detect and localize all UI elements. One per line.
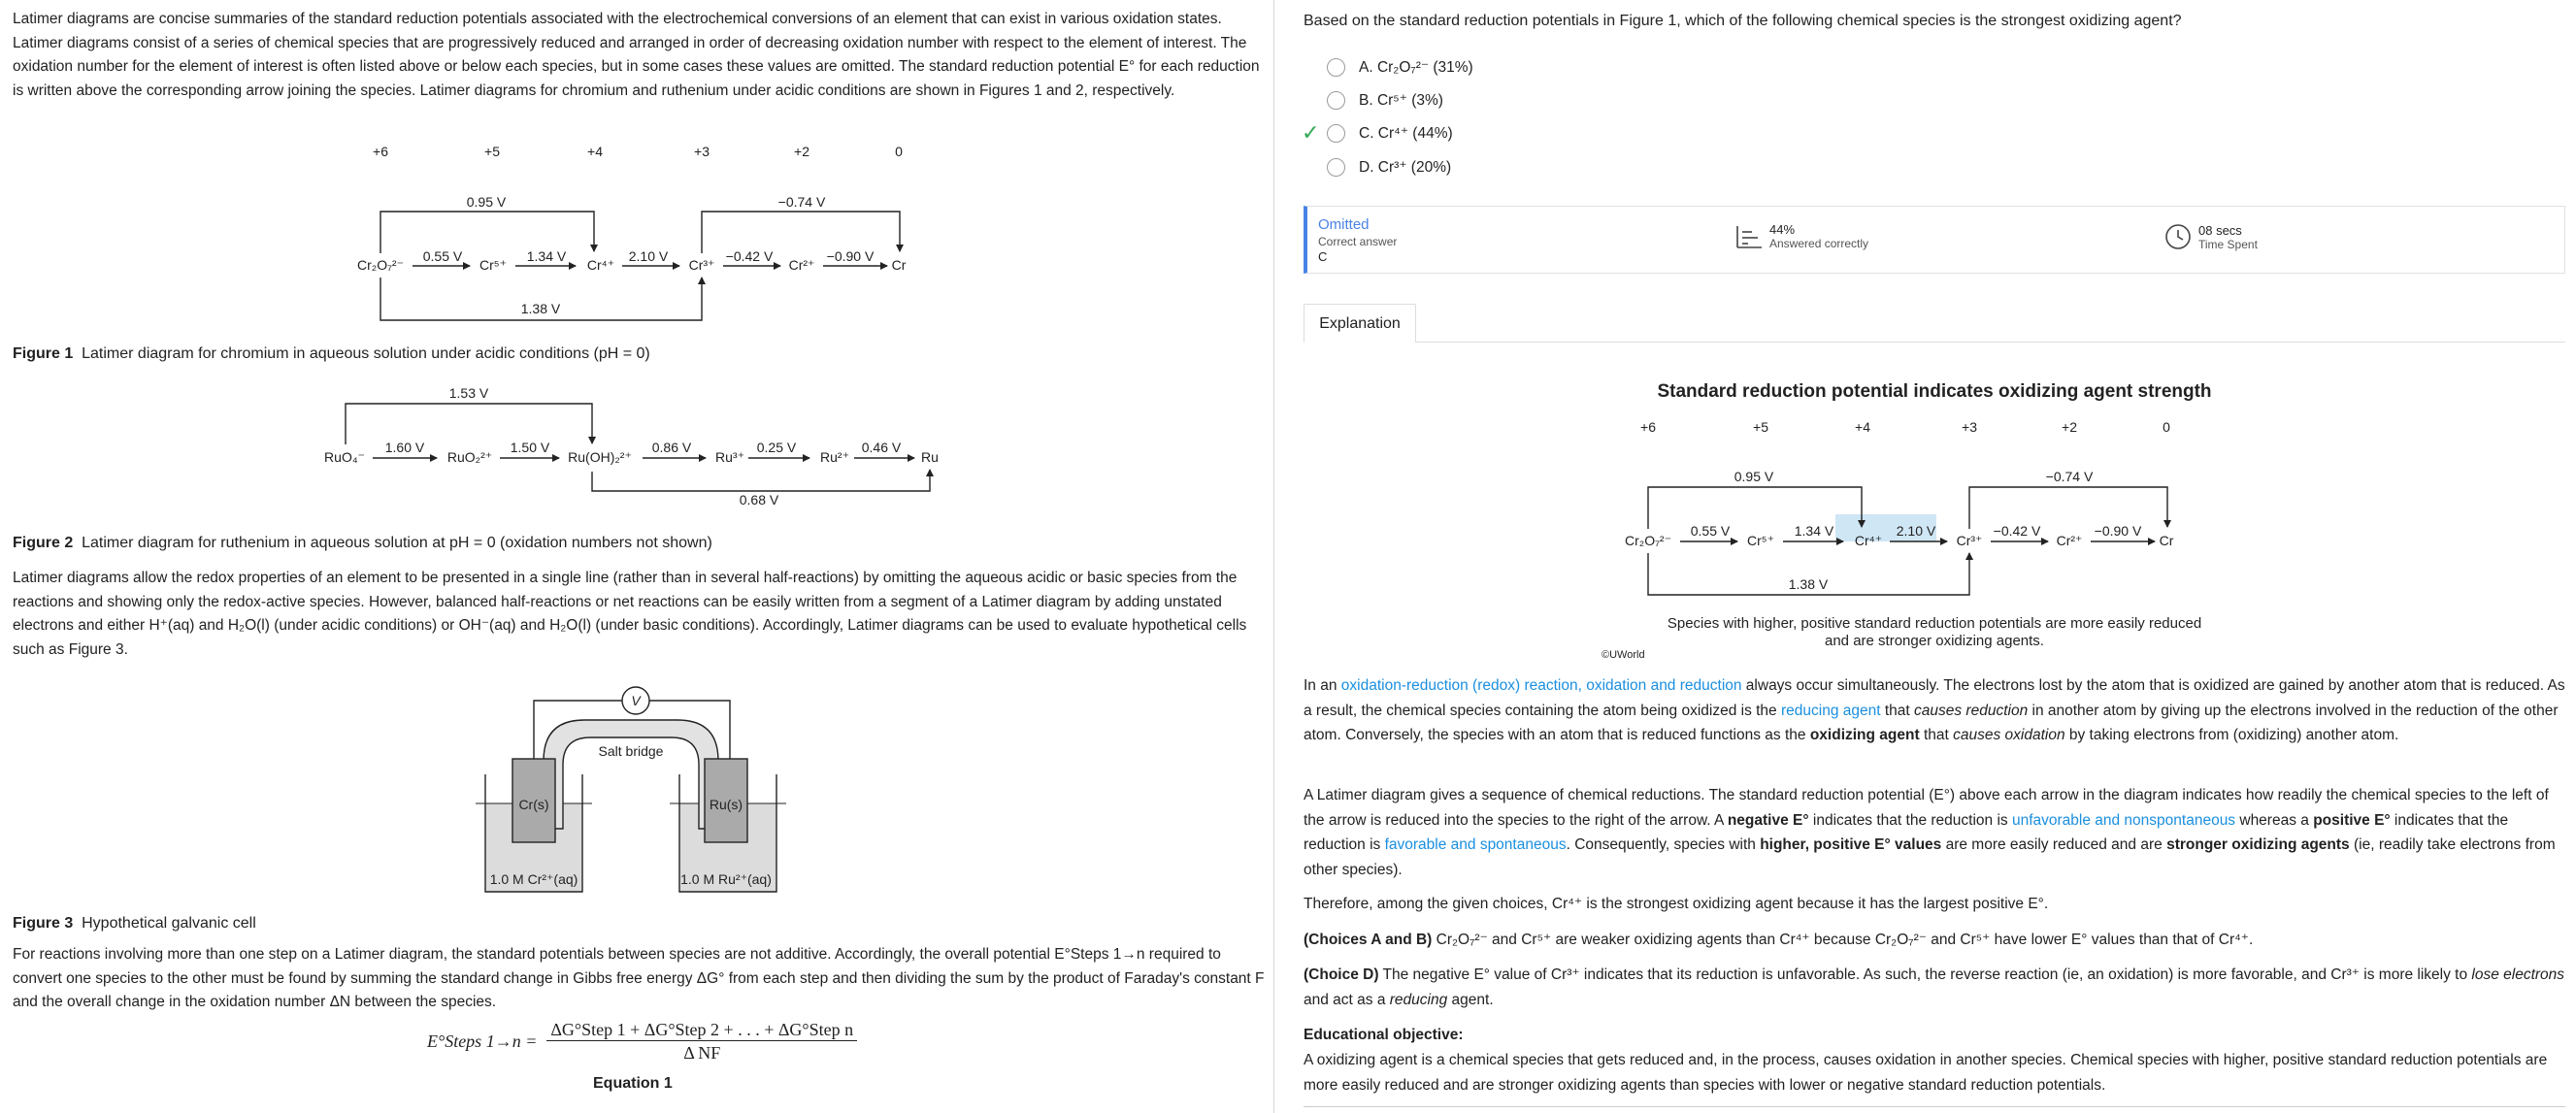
bracket-label: 1.38 V [1788, 576, 1829, 592]
figure-3-caption: Figure 3 Hypothetical galvanic cell [13, 915, 256, 932]
species: Ru²⁺ [820, 449, 849, 465]
species: Cr³⁺ [1956, 533, 1983, 548]
passage-paragraph-3: For reactions involving more than one step on a Latimer diagram, the standard potentials between species are not additive. Accordingly, the overall potential E°Steps 1→n required to convert one species to the other must be found by summing the standard change in Gibbs free energy ΔG° from each step and then dividing the sum by the product of Faraday's constant F and the overall change in the oxidation number ΔN between the species. [13, 946, 1265, 1011]
step-potential: −0.90 V [2094, 523, 2142, 539]
bracket-label: 1.38 V [520, 301, 561, 316]
ox-state: +6 [1640, 419, 1656, 435]
percent-block [1734, 222, 1868, 250]
ox-state: +6 [373, 144, 388, 159]
radio-icon[interactable] [1327, 58, 1345, 77]
explanation-paragraph-1: In an oxidation-reduction (redox) reaction, oxidation and reduction always occur simultaneously. The electrons lost by the atom that is oxidized are gained by another atom that is reduced. As a result, the chemical species containing the atom being oxidized is the reducing agent that causes reduction in another atom by giving up the electrons involved in the reduction of the other atom. Conversely, the species with an atom that is reduced functions as the oxidizing agent that causes oxidation by taking electrons from (oxidizing) another atom. [1304, 677, 2565, 743]
correct-answer-value: C [1318, 249, 1328, 264]
species: Ru [921, 449, 939, 465]
passage-panel [0, 0, 1271, 1113]
species: Cr³⁺ [688, 257, 715, 273]
radio-icon[interactable] [1327, 124, 1345, 143]
step-potential: −0.42 V [725, 248, 774, 264]
step-potential: 0.86 V [651, 440, 692, 455]
step-potential: 1.34 V [526, 248, 567, 264]
tab-underline [1416, 342, 2565, 343]
ox-state: +5 [484, 144, 500, 159]
redox-link[interactable]: oxidation-reduction (redox) reaction, oxidation and reduction [1340, 677, 1742, 694]
bracket-label: −0.74 V [2045, 469, 2094, 484]
bottom-rule [1304, 1106, 2565, 1107]
time-label: Time Spent [2198, 237, 2258, 251]
question-text: Based on the standard reduction potentials in Figure 1, which of the following chemical species is the strongest oxidizing agent? [1304, 13, 2182, 29]
ox-state: +4 [587, 144, 603, 159]
question-panel [1304, 0, 2565, 1113]
equation-1-label: Equation 1 [593, 1075, 673, 1092]
choice-a[interactable]: A. Cr₂O₇²⁻ (31%) [1327, 53, 1473, 81]
species: Cr⁴⁺ [1854, 533, 1883, 548]
left-solution-label: 1.0 M Cr²⁺(aq) [489, 871, 578, 887]
step-potential: 0.25 V [756, 440, 797, 455]
copyright-label: ©UWorld [1602, 649, 1645, 661]
species: Cr⁵⁺ [1747, 533, 1774, 548]
explanation-figure-title: Standard reduction potential indicates oxidizing agent strength [1657, 381, 2212, 402]
tab-explanation[interactable]: Explanation [1304, 304, 1416, 343]
status-text: Omitted [1318, 216, 1370, 233]
passage-paragraph-2: Latimer diagrams allow the redox properties of an element to be presented in a single line (rather than in several half-reactions) by omitting the aqueous acidic or basic species from the reactions and showing only the redox-active species. However, balanced half-reactions or net reactions can be easily written from a segment of a Latimer diagram by adding unstated electrons and either H⁺(aq) and H₂O(l) (under acidic conditions) or OH⁻(aq) and H₂O(l) (under basic conditions). Accordingly, Latimer diagrams can be used to evaluate hypothetical cells such as Figure 3. [13, 570, 1247, 658]
step-potential: 2.10 V [1896, 523, 1936, 539]
percent-value: 44% [1769, 222, 1796, 237]
ox-state: +2 [2062, 419, 2077, 435]
species: Cr₂O₇²⁻ [1625, 533, 1671, 548]
percent-label: Answered correctly [1769, 237, 1869, 250]
salt-bridge-label: Salt bridge [598, 743, 664, 759]
correct-answer-label: Correct answer [1318, 235, 1398, 248]
choice-c[interactable]: C. Cr⁴⁺ (44%) [1327, 119, 1453, 147]
ox-state: 0 [895, 144, 903, 159]
correct-check-icon: ✓ [1302, 120, 1320, 145]
step-potential: −0.42 V [1993, 523, 2041, 539]
bracket-label: −0.74 V [777, 194, 826, 210]
ox-state: +3 [694, 144, 710, 159]
unfavorable-link[interactable]: unfavorable and nonspontaneous [2011, 811, 2236, 829]
explanation-paragraph-5: (Choice D) The negative E° value of Cr³⁺ indicates that its reduction is unfavorable. As such, the reverse reaction (ie, an oxidation) is more favorable, and Cr³⁺ is more likely to lose electrons and act as a reducing agent. [1304, 966, 2565, 1008]
radio-icon[interactable] [1327, 91, 1345, 110]
step-potential: −0.90 V [826, 248, 875, 264]
step-potential: 0.46 V [861, 440, 902, 455]
species: Ru³⁺ [715, 449, 744, 465]
species: RuO₄⁻ [324, 449, 365, 465]
educational-objective-text: A oxidizing agent is a chemical species that gets reduced and, in the process, causes oxidation in another species. Chemical species with higher, positive standard reduction potentials are more easily reduced and are stronger oxidizing agents than species with lower or negative standard reduction potentials. [1304, 1052, 2548, 1094]
ox-state: +2 [794, 144, 809, 159]
status-block [1318, 216, 1397, 264]
bracket-label: 0.95 V [466, 194, 507, 210]
species: Ru(OH)₂²⁺ [568, 449, 632, 465]
step-potential: 0.55 V [422, 248, 463, 264]
clock-icon [2163, 222, 2193, 251]
panel-divider [1273, 0, 1274, 1113]
galvanic-cell-diagram [476, 679, 786, 902]
species: Cr₂O₇²⁻ [357, 257, 404, 273]
ox-state: +3 [1962, 419, 1977, 435]
radio-icon[interactable] [1327, 158, 1345, 177]
species: Cr⁵⁺ [479, 257, 507, 273]
bracket-label: 1.53 V [448, 385, 489, 401]
step-potential: 0.55 V [1690, 523, 1731, 539]
educational-objective-title: Educational objective: [1304, 1027, 1464, 1043]
reducing-agent-link[interactable]: reducing agent [1780, 702, 1881, 719]
chromium-latimer-diagram [0, 136, 971, 330]
explanation-figure-caption: Species with higher, positive standard reduction potentials are more easily reduced and are stronger oxidizing agents. [1667, 615, 2202, 649]
answer-stats-bar [1304, 206, 2565, 274]
passage-paragraph-1: Latimer diagrams are concise summaries of the standard reduction potentials associated with the electrochemical conversions of an element that can exist in various oxidation states. Latimer diagrams consist of a series of chemical species that are progressively reduced and arranged in order of decreasing oxidation number with respect to the element of interest. The oxidation number for the element of interest is often listed above or below each species, but in some cases these values are omitted. The standard reduction potential E° for each reduction is written above the corresponding arrow joining the species. Latimer diagrams for chromium and ruthenium under acidic conditions are shown in Figures 1 and 2, respectively. [13, 11, 1260, 99]
time-value: 08 secs [2198, 222, 2242, 238]
ox-state: +4 [1855, 419, 1870, 435]
ruthenium-latimer-diagram [0, 378, 971, 514]
species: Cr [2159, 533, 2174, 548]
explanation-paragraph-2: A Latimer diagram gives a sequence of chemical reductions. The standard reduction potential (E°) above each arrow in the diagram indicates how readily the chemical species to the left of the arrow is reduced into the species to the right of the arrow. A negative E° indicates that the reduction is unfavorable and nonspontaneous whereas a positive E° indicates that the reduction is favorable and spontaneous. Consequently, species with higher, positive E° values are more easily reduced and are stronger oxidizing agents (ie, readily take electrons from other species). [1304, 787, 2556, 878]
species: Cr⁴⁺ [586, 257, 615, 273]
time-block [2163, 222, 2258, 251]
figure-1-caption: Figure 1 Latimer diagram for chromium in aqueous solution under acidic conditions (pH = 0) [13, 345, 650, 362]
species: Cr²⁺ [2056, 533, 2083, 548]
voltmeter-label: V [631, 693, 641, 708]
step-potential: 2.10 V [628, 248, 669, 264]
step-potential: 1.34 V [1794, 523, 1834, 539]
explanation-paragraph-4: (Choices A and B) Cr₂O₇²⁻ and Cr⁵⁺ are weaker oxidizing agents than Cr⁴⁺ because Cr₂O₇²⁻ and Cr⁵⁺ have lower E° values than that of Cr⁴⁺. [1304, 932, 2254, 948]
species: Cr²⁺ [788, 257, 815, 273]
step-potential: 1.50 V [510, 440, 550, 455]
equation-lhs: E°Steps 1→n = [427, 1031, 538, 1051]
left-electrode-label: Cr(s) [518, 797, 549, 812]
choice-d[interactable]: D. Cr³⁺ (20%) [1327, 153, 1451, 180]
ox-state: +5 [1753, 419, 1768, 435]
choice-b[interactable]: B. Cr⁵⁺ (3%) [1327, 86, 1443, 114]
species: RuO₂²⁺ [446, 449, 493, 465]
equation-1 [427, 1020, 857, 1064]
bar-chart-icon [1734, 224, 1764, 249]
right-electrode-label: Ru(s) [709, 797, 743, 812]
figure-2-caption: Figure 2 Latimer diagram for ruthenium in aqueous solution at pH = 0 (oxidation numbers not shown) [13, 535, 712, 551]
right-solution-label: 1.0 M Ru²⁺(aq) [680, 871, 772, 887]
step-potential: 1.60 V [384, 440, 425, 455]
explanation-latimer-diagram [1625, 408, 2255, 602]
equation-denominator: Δ NF [683, 1043, 721, 1063]
bracket-label: 0.95 V [1734, 469, 1774, 484]
bracket-label: 0.68 V [739, 492, 779, 507]
ox-state: 0 [2163, 419, 2170, 435]
favorable-link[interactable]: favorable and spontaneous [1384, 836, 1567, 853]
equation-numerator: ΔG°Step 1 + ΔG°Step 2 + . . . + ΔG°Step n [546, 1020, 857, 1041]
explanation-paragraph-3: Therefore, among the given choices, Cr⁴⁺ is the strongest oxidizing agent because it has the largest positive E°. [1304, 896, 2049, 912]
species: Cr [891, 257, 907, 273]
